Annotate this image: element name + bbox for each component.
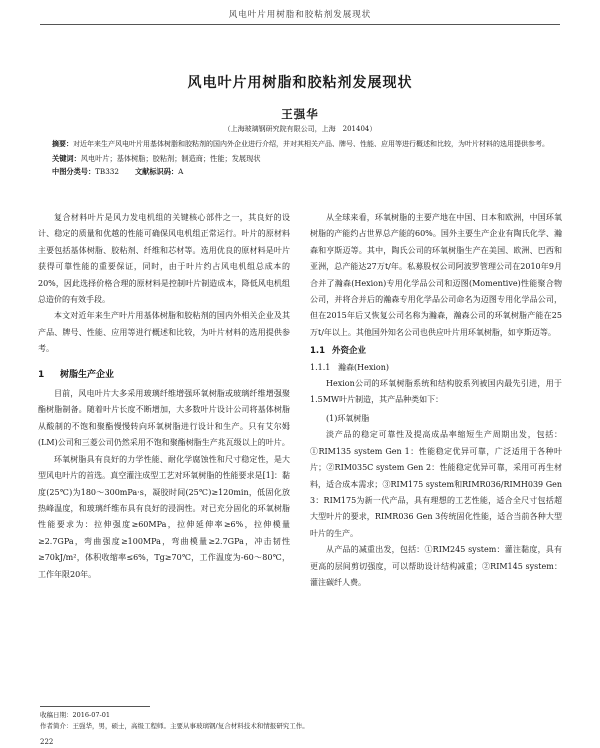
- doc-code-value: A: [178, 167, 184, 176]
- subsection-1-1-1-number: 1.1.1: [310, 362, 331, 372]
- right-paragraph-2: Hexion公司的环氧树脂系统和结构胶系列被国内最先引进，用于1.5MW叶片制造，其产品种类如下：: [310, 379, 562, 405]
- clc-label: 中图分类号：: [52, 167, 96, 176]
- running-header: 风电叶片用树脂和胶粘剂发展现状: [228, 10, 372, 20]
- classification-line: [40, 165, 568, 179]
- section-1-heading: [38, 367, 290, 383]
- header-rule: [40, 24, 560, 25]
- page-number: 222: [40, 738, 54, 746]
- intro-paragraph-1: 复合材料叶片是风力发电机组的关键核心部件之一，其良好的设计、稳定的质量和优越的性能可确保风电机组正常运行。叶片的原材料主要包括基体树脂、胶粘剂、纤维和芯材等。选用优良的原材料是叶片获得可靠性能的重要保证，同时，由于叶片约占风电机组总成本的20%，因此选择价格合理的原材料是控制叶片制造成本，降低风电机组总造价的有效手段。: [38, 213, 290, 305]
- abstract-label: 摘要：: [52, 140, 73, 148]
- right-paragraph-4: 从产品的减重出发，包括：①RIM245 system：灌注黏度，具有更高的层间剪切强度，可以帮助设计结构减重；②RIM145 system：灌注碳纤人费。: [310, 545, 562, 587]
- keywords-text: 风电叶片；基体树脂；胶粘剂；制造商；性能；发展现状: [80, 153, 261, 163]
- received-date: 收稿日期：2016-07-01: [40, 711, 110, 719]
- subsection-1-1-title: 外资企业: [332, 346, 367, 357]
- subsection-1-1-heading: [310, 343, 562, 359]
- subsection-1-1-1-heading: [310, 360, 562, 376]
- epoxy-resin-heading: (1)环氧树脂: [326, 413, 370, 423]
- keywords-label: 关键词：: [52, 153, 81, 163]
- author-name: 王强华: [281, 107, 319, 121]
- keywords: [40, 152, 568, 166]
- abstract-block: [40, 138, 568, 179]
- doc-code-label: 文献标识码：: [134, 167, 179, 176]
- abstract-text: 对近年来生产风电叶片用基体树脂和胶粘剂的国内外企业进行介绍，并对其相关产品、牌号、性能、应用等进行概述和比较，为叶片材料的选用提供参考。: [73, 140, 549, 148]
- clc-value: TB332: [95, 167, 119, 176]
- section-1-paragraph-1: 目前，风电叶片大多采用玻璃纤维增强环氧树脂或玻璃纤维增强聚酯树脂制备。随着叶片长度不断增加，大多数叶片设计公司将基体树脂从酸制的不饱和聚酯慢慢转向环氧树脂进行设计和生产。只有艾尔姆(LM)公司和三菱公司仍然采用不饱和聚酯树脂生产兆瓦级以上的叶片。: [38, 389, 290, 448]
- abstract: [40, 138, 568, 152]
- right-paragraph-1: 从全球来看，环氧树脂的主要产地在中国、日本和欧洲，中国环氧树脂的产能约占世界总产能的60%。国外主要生产企业有陶氏化学、瀚森和亨斯迈等。其中，陶氏公司的环氧树脂生产在美国、欧洲、巴西和亚洲，总产能达27万t/年。私募股权公司阿波罗管理公司在2010年9月合并了瀚森(Hexion)专用化学品公司和迈图(Momentive)性能聚合物公司，并将合并后的瀚森专用化学品公司命名为迈图专用化学品公司，但在2015年后又恢复公司名称为瀚森，瀚森公司的环氧树脂产能在25万t/年以上。其他国外知名公司也供应叶片用环氧树脂，如亨斯迈等。: [310, 213, 562, 337]
- author-affiliation: （上海玻璃钢研究院有限公司，上海 201404）: [223, 125, 377, 133]
- author-bio: 作者简介：王强华，男，硕士，高级工程师。主要从事玻璃钢/复合材料技术和情报研究工作。: [40, 722, 309, 730]
- subsection-1-1-number: 1.1: [310, 346, 326, 357]
- section-1-number: 1: [38, 369, 45, 380]
- right-column: [310, 210, 562, 591]
- section-1-paragraph-2: 环氧树脂具有良好的力学性能、耐化学腐蚀性和尺寸稳定性，是大型风电叶片的首选。真空灌注成型工艺对环氧树脂的性能要求是[1]：黏度(25℃)为180～300mPa·s，凝胶时间(25℃)≥120min，低固化放热峰温度，和玻璃纤维布具有良好的浸润性。对已充分固化的环氧树脂性能要求为：拉伸强度≥60MPa，拉伸延伸率≥6%，拉伸模量≥2.7GPa，弯曲强度≥100MPa，弯曲模量≥2.7GPa，冲击韧性≥70kJ/m²，体积收缩率≤6%，Tg≥70℃，工作温度为-60～80℃，工作年限20年。: [38, 454, 290, 579]
- article-title: 风电叶片用树脂和胶粘剂发展现状: [187, 75, 413, 91]
- section-1-title: 树脂生产企业: [60, 369, 115, 380]
- footnote-rule: [40, 706, 150, 707]
- subsection-1-1-1-title: 瀚森(Hexion): [338, 362, 389, 372]
- left-column: [38, 210, 290, 583]
- intro-paragraph-2: 本文对近年来生产叶片用基体树脂和胶粘剂的国内外相关企业及其产品、牌号、性能、应用等进行概述和比较，为叶片材料的选用提供参考。: [38, 311, 290, 354]
- right-paragraph-3: 淡产品的稳定可靠性及提高成品率缩短生产周期出发，包括：①RIM135 system Gen 1：性能稳定优异可靠，广泛适用于各种叶片；②RIM035C system Gen 2：性能稳定优异可靠，采用可再生材料，适合成本需求；③RIM175 system和RIMR036/RIMH039 Gen 3：RIM175为新一代产品，具有理想的工艺性能，适合全尺寸包括超大型叶片的要求，RIMR036 Gen 3传统固化性能，适合当前各种大型叶片的生产。: [310, 430, 562, 538]
- footnote: [40, 710, 560, 732]
